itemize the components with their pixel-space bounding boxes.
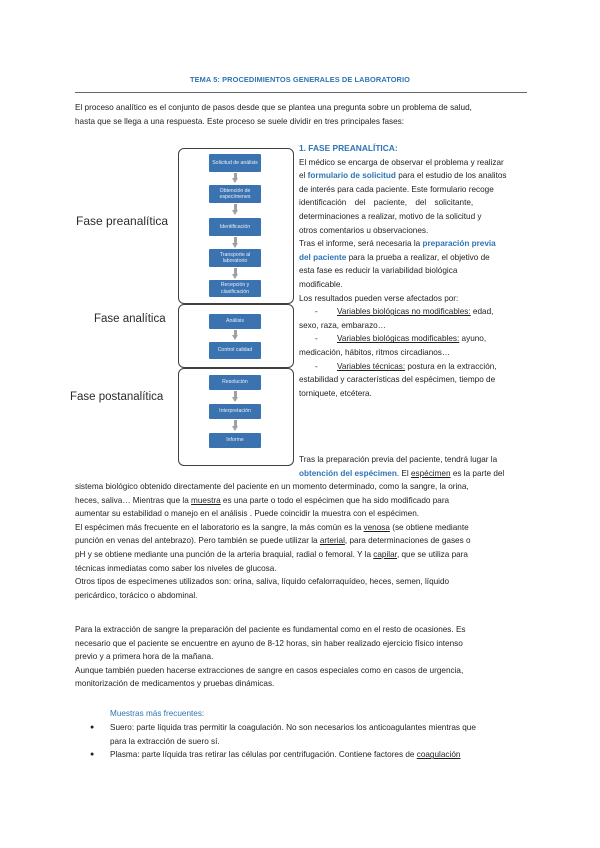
section-heading: 1. FASE PREANALÍTICA: [299, 143, 398, 153]
text-line: pericárdico, torácico o abdominal. [75, 590, 198, 600]
text-line: obtención del espécimen. El espécimen es la parte del [299, 468, 505, 478]
flow-arrow-head [232, 243, 238, 248]
text-line: sistema biológico obtenido directamente del paciente en un momento determinado, como la sangre, la orina, [75, 482, 469, 491]
text-line: necesario que el paciente se encuentre en ayuno de 8-12 horas, sin haber realizado ejercicio físico intenso [75, 638, 463, 648]
text-line: Tras el informe, será necesaria la preparación previa [299, 239, 496, 249]
text-line: monitorización de medicamentos y pruebas dinámicas. [75, 679, 275, 689]
text-line: Aunque también pueden hacerse extracciones de sangre en casos especiales como en casos de urgencia, [75, 665, 464, 675]
intro-line: hasta que se llega a una respuesta. Este proceso se suele dividir en tres principales fases: [75, 116, 405, 126]
list-item: - Variables técnicas: postura en la extracción, [315, 361, 497, 371]
flow-arrow-head [232, 397, 238, 402]
phase-label-postanalytic: Fase postanalítica [70, 391, 164, 403]
text-line: otros comentarios u observaciones. [299, 225, 429, 235]
text-line: Los resultados pueden verse afectados por: [299, 293, 459, 303]
text-line: punción en venas del antebrazo). Pero también se puede utilizar la arterial, para determinaciones de gases o [75, 536, 471, 546]
highlight-term: preparación previa [422, 239, 496, 249]
list-item: - Variables biológicas no modificables: edad, [315, 307, 494, 317]
highlight-term: obtención del espécimen [299, 468, 397, 478]
step-transporte: Transporte al laboratorio [209, 249, 261, 267]
text-line: modificable. [299, 279, 343, 289]
text-line: técnicas inmediatas como saber los niveles de glucosa. [75, 563, 277, 573]
text-line: El médico se encarga de observar el problema y realizar [299, 157, 504, 167]
extraction-paragraph [75, 623, 527, 691]
text-line: estabilidad y características del espécimen, tiempo de [299, 375, 496, 385]
text-line: del paciente para la prueba a realizar, el objetivo de [299, 252, 490, 262]
text-line: Tras la preparación previa del paciente, tendrá lugar la [299, 455, 498, 464]
text-line: identificación del paciente, del solicitante, [299, 198, 474, 208]
highlight-term: del paciente [299, 252, 347, 262]
step-analisis: Análisis [209, 314, 261, 329]
text-line: torniquete, etcétera. [299, 388, 372, 398]
text-line: heces, saliva… Mientras que la muestra es una parte o todo el espécimen que ha sido modificado para [75, 495, 450, 505]
intro-line: El proceso analítico es el conjunto de pasos desde que se plantea una pregunta sobre un problema de salud, [75, 103, 472, 112]
step-obtencion: Obtención de especímenes [209, 185, 261, 203]
text-line: pH y se obtiene mediante una punción de la arteria braquial, radial o femoral. Y la capilar, que se utiliza para [75, 549, 468, 559]
title-rule [75, 92, 527, 93]
text-line: sexo, raza, embarazo… [299, 320, 386, 330]
step-solicitud: Solicitud de análisis [209, 154, 261, 172]
text-line: El espécimen más frecuente en el laboratorio es la sangre, la más común es la venosa (se obtiene mediante [75, 522, 469, 532]
text-line: Para la extracción de sangre la preparación del paciente es fundamental como en el resto de ocasiones. Es [75, 625, 466, 634]
section-preanalitica [299, 142, 527, 400]
flow-arrow-head [232, 178, 238, 183]
text-line: de interés para cada paciente. Este formulario recoge [299, 184, 494, 194]
flow-arrow-head [232, 335, 238, 340]
list-item: - Variables biológicas modificables: ayuno, [315, 334, 487, 344]
step-informe: Informe [209, 433, 261, 448]
text-line: medicación, hábitos, ritmos circadianos… [299, 347, 451, 357]
step-identificacion: Identificación [209, 218, 261, 236]
flow-arrow-head [232, 274, 238, 279]
text-line: el formulario de solicitud para el estudio de los analitos [299, 171, 507, 181]
specimen-paragraph [75, 480, 527, 602]
samples-heading: Muestras más frecuentes: [110, 709, 205, 718]
step-resolucion: Resolución [209, 375, 261, 390]
bullet-icon: ● [90, 724, 95, 731]
page-title: TEMA 5: PROCEDIMIENTOS GENERALES DE LABORATORIO [189, 75, 410, 84]
step-interpretacion: Interpretación [209, 404, 261, 419]
step-recepcion: Recepción y clasificación [209, 280, 261, 297]
highlight-term: formulario de solicitud [307, 171, 396, 181]
list-item: ● Suero: parte líquida tras permitir la coagulación. No son necesarios los anticoagulantes mientras que para la extracción de suero sí. [90, 723, 476, 746]
phase-label-analytic: Fase analítica [94, 313, 166, 325]
text-line: determinaciones a realizar, motivo de la solicitud y [299, 211, 482, 221]
text-line: aumentar su estabilidad o manejo en el análisis . Puede coincidir la muestra con el espécimen. [75, 509, 420, 519]
text-line: previo y a primera hora de la mañana. [75, 652, 214, 662]
intro-paragraph [75, 101, 527, 128]
phase-label-preanalytic: Fase preanalítica [76, 214, 169, 228]
flow-arrow-head [232, 210, 238, 215]
list-item: ● Plasma: parte líquida tras retirar las células por centrifugación. Contiene factores de coagulación [90, 748, 527, 762]
flow-arrow-head [232, 426, 238, 431]
specimen-intro [299, 453, 527, 480]
samples-list [90, 721, 527, 762]
step-control-calidad: Control calidad [209, 342, 261, 359]
text-line: esta fase es reducir la variabilidad biológica [299, 266, 458, 276]
text-line: Otros tipos de especímenes utilizados son: orina, saliva, líquido cefalorraquídeo, heces, semen, líquido [75, 577, 450, 587]
bullet-icon: ● [90, 751, 95, 759]
